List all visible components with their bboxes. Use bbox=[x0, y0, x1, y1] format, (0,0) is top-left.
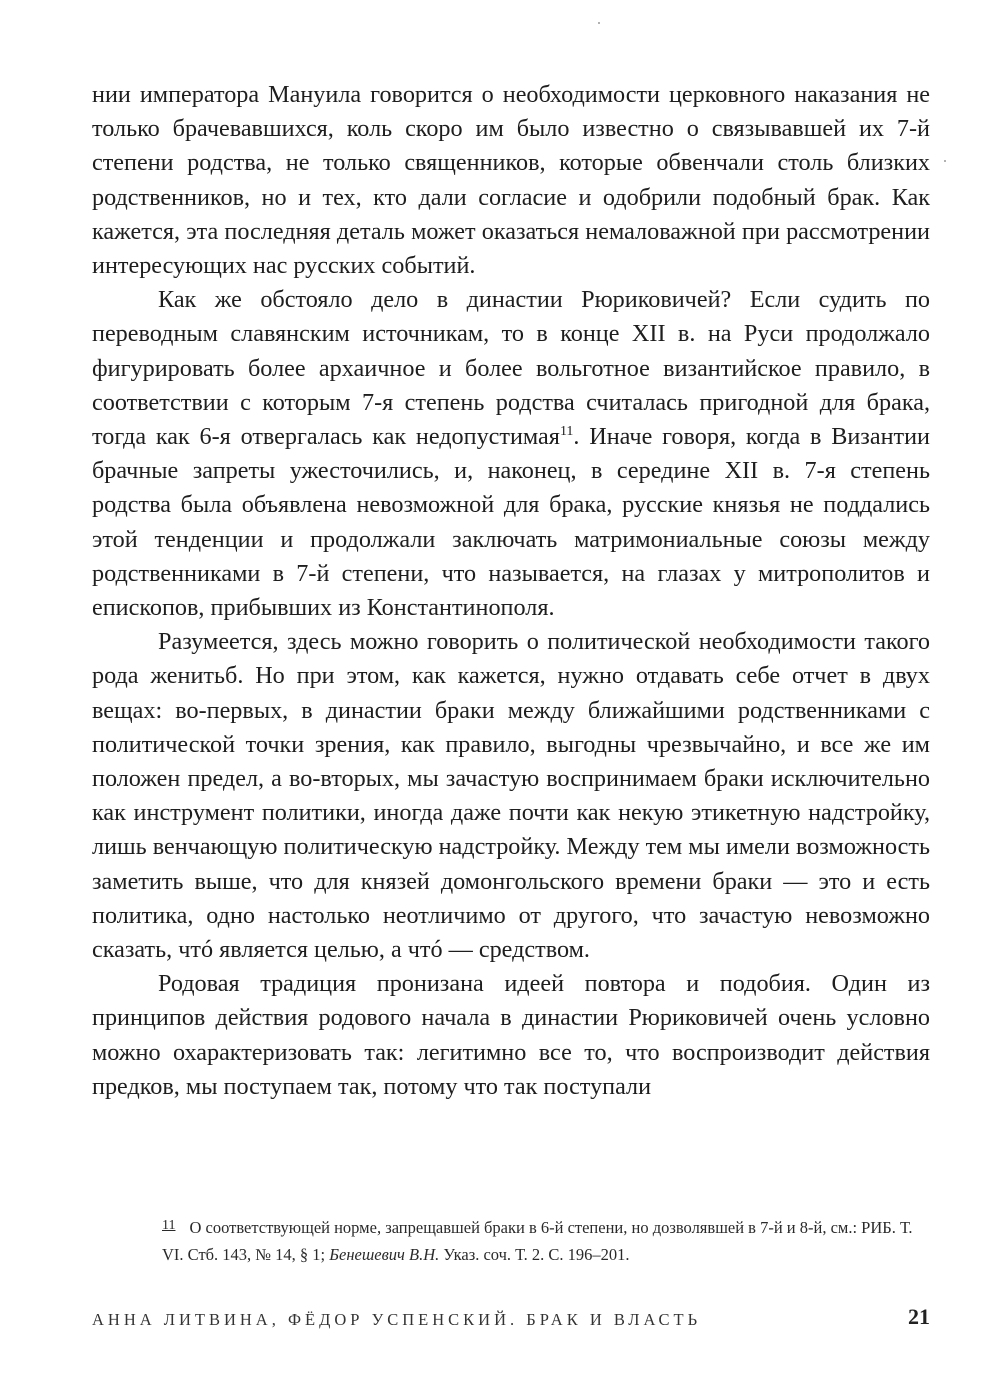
paragraph-3: Разумеется, здесь можно говорить о политической необходимости такого рода женитьб. Но при этом, как кажется, нужно отдавать себе отчет в двух вещах: во-первых, в династии браки между ближайшими родственниками с политической точки зрения, как правило, выгодны чрезвычайно, и все же им положен предел, а во-вторых, мы зачастую воспринимаем браки исключительно как инструмент политики, иногда даже почти как некую этикетную надстройку, лишь венчающую политическую надстройку. Между тем мы имели возможность заметить выше, что для князей домонгольского времени браки — это и есть политика, одно настолько неотличимо от другого, что зачастую невозможно сказать, чтó является целью, а чтó — средством. bbox=[92, 628, 930, 964]
running-footer bbox=[92, 1304, 930, 1338]
scan-speck bbox=[944, 160, 946, 162]
paragraph-2-text-end: . Иначе говоря, когда в Византии брачные запреты ужесточились, и, наконец, в середине XII в. 7-я степень родства была объявлена невозможной для брака, русские князья не поддались этой тенденции и продолжали заключать матримониальные союзы между родственниками в 7-й степени, что называется, на глазах у митрополитов и епископов, прибывших из Константинополя. bbox=[92, 423, 930, 622]
main-text bbox=[92, 78, 930, 1104]
running-title: АННА ЛИТВИНА, ФЁДОР УСПЕНСКИЙ. БРАК И ВЛАСТЬ bbox=[92, 1310, 702, 1329]
paragraph-1: нии императора Мануила говорится о необходимости церковного наказания не только брачевавшихся, коль скоро им было известно о связывавшей их 7-й степени родства, не только священников, которые обвенчали столь близких родственников, но и тех, кто дали согласие и одобрили подобный брак. Как кажется, эта последняя деталь может оказаться немаловажной при рассмотрении интересующих нас русских событий. bbox=[92, 81, 930, 280]
footnote-area bbox=[162, 1212, 920, 1268]
footnote-text bbox=[162, 1218, 913, 1264]
scan-speck bbox=[598, 22, 600, 24]
page-body bbox=[92, 78, 930, 1104]
paragraph-2 bbox=[92, 283, 930, 625]
paragraph-2-text-start: Как же обстояло дело в династии Рюриковичей? Если судить по переводным славянским источникам, то в конце XII в. на Руси продолжало фигурировать более архаичное и более вольготное византийское правило, в соответствии с которым 7-я степень родства считалась пригодной для брака, тогда как 6-я отвергалась как недопустимая bbox=[92, 286, 930, 451]
footnote-text-start: О соответствующей норме, запрещавшей браки в 6-й степени, но дозволявшей в 7-й и 8-й, см.: РИБ. Т. VI. Стб. 143, № 14, § 1; bbox=[162, 1218, 913, 1264]
footnote-text-end: Указ. соч. Т. 2. С. 196–201. bbox=[439, 1245, 630, 1264]
footnote-11 bbox=[162, 1212, 920, 1268]
footnote-author: Бенешевич В.Н. bbox=[329, 1245, 440, 1264]
footnote-reference[interactable]: 11 bbox=[559, 423, 574, 439]
page-number: 21 bbox=[908, 1304, 930, 1329]
paragraph-4: Родовая традиция пронизана идеей повтора и подобия. Один из принципов действия родового начала в династии Рюриковичей очень условно можно охарактеризовать так: легитимно все то, что воспроизводит действия предков, мы поступаем так, потому что так поступали bbox=[92, 970, 930, 1100]
footnote-number: 11 bbox=[162, 1218, 176, 1233]
